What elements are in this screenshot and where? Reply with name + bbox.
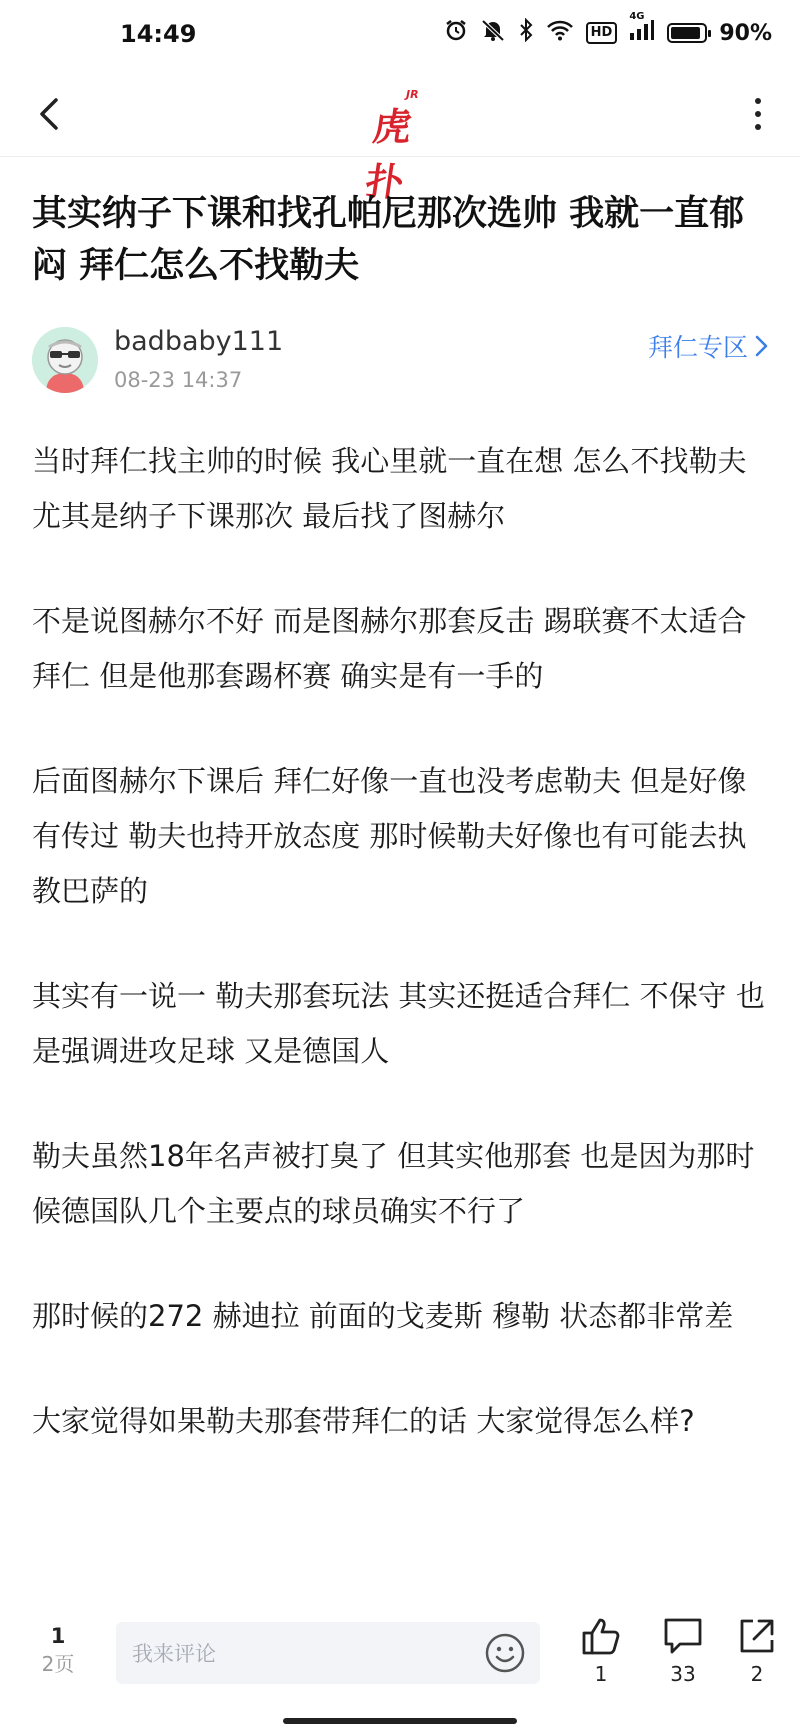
post-paragraph: 大家觉得如果勒夫那套带拜仁的话 大家觉得怎么样? bbox=[32, 1404, 695, 1438]
signal-icon bbox=[629, 11, 655, 47]
author-row bbox=[32, 324, 768, 396]
board-link-label: 拜仁专区 bbox=[647, 333, 748, 362]
thumbs-up-icon bbox=[580, 1616, 622, 1656]
post-body bbox=[32, 434, 772, 1499]
hd-icon: HD bbox=[586, 22, 618, 44]
home-indicator[interactable] bbox=[283, 1718, 517, 1724]
bottom-action-bar bbox=[0, 1608, 800, 1698]
hupu-logo bbox=[362, 88, 432, 204]
post-title: 其实纳子下课和找孔帕尼那次选帅 我就一直郁闷 拜仁怎么不找勒夫 bbox=[32, 194, 745, 286]
more-dot-icon bbox=[755, 124, 761, 130]
avatar-illustration-icon bbox=[32, 327, 98, 393]
logo-badge: JR bbox=[406, 88, 419, 101]
chevron-right-icon bbox=[754, 335, 768, 357]
post-paragraph: 后面图赫尔下课后 拜仁好像一直也没考虑勒夫 但是好像有传过 勒夫也持开放态度 那时候勒夫好像也有可能去执教巴萨的 bbox=[32, 764, 747, 908]
post-paragraph: 当时拜仁找主帅的时候 我心里就一直在想 怎么不找勒夫 尤其是纳子下课那次 最后找了图赫尔 bbox=[32, 444, 747, 533]
current-page: 1 bbox=[50, 1624, 66, 1648]
like-button[interactable] bbox=[566, 1616, 636, 1686]
bluetooth-icon bbox=[518, 18, 534, 48]
author-name[interactable]: badbaby111 bbox=[114, 326, 284, 357]
logo-text: 虎扑 bbox=[362, 104, 409, 204]
battery-fill bbox=[671, 27, 700, 39]
chevron-left-icon bbox=[36, 97, 60, 131]
post-paragraph: 其实有一说一 勒夫那套玩法 其实还挺适合拜仁 不保守 也是强调进攻足球 又是德国人 bbox=[32, 979, 765, 1068]
nav-bar bbox=[0, 72, 800, 204]
post-paragraph: 不是说图赫尔不好 而是图赫尔那套反击 踢联赛不太适合拜仁 但是他那套踢杯赛 确实是有一手的 bbox=[32, 604, 747, 693]
battery-percent: 90% bbox=[719, 20, 772, 46]
like-count: 1 bbox=[594, 1662, 608, 1686]
comment-input[interactable] bbox=[116, 1622, 540, 1684]
page-indicator[interactable] bbox=[26, 1622, 90, 1678]
emoji-icon[interactable] bbox=[484, 1632, 526, 1674]
post-paragraph: 那时候的272 赫迪拉 前面的戈麦斯 穆勒 状态都非常差 bbox=[32, 1299, 734, 1333]
post-paragraph: 勒夫虽然18年名声被打臭了 但其实他那套 也是因为那时候德国队几个主要点的球员确实不行了 bbox=[32, 1139, 755, 1228]
post-timestamp: 08-23 14:37 bbox=[114, 368, 243, 392]
battery-icon bbox=[667, 23, 707, 43]
comment-count: 33 bbox=[670, 1662, 696, 1686]
more-dot-icon bbox=[755, 98, 761, 104]
comments-button[interactable] bbox=[648, 1616, 718, 1686]
share-icon bbox=[737, 1616, 777, 1656]
status-time: 14:49 bbox=[120, 20, 197, 48]
board-link[interactable] bbox=[648, 328, 768, 364]
mute-icon bbox=[480, 18, 506, 48]
comment-bubble-icon bbox=[662, 1616, 704, 1656]
more-dot-icon bbox=[755, 111, 761, 117]
signal-label: 4G bbox=[629, 11, 645, 22]
status-bar bbox=[0, 0, 800, 72]
more-options-button[interactable] bbox=[730, 86, 786, 142]
back-button[interactable] bbox=[20, 86, 76, 142]
alarm-icon bbox=[444, 18, 468, 48]
total-pages: 2页 bbox=[41, 1652, 75, 1676]
avatar[interactable] bbox=[32, 327, 98, 393]
wifi-icon bbox=[546, 19, 574, 47]
status-icons bbox=[444, 11, 772, 48]
comment-placeholder: 我来评论 bbox=[132, 1642, 216, 1666]
share-button[interactable] bbox=[722, 1616, 792, 1686]
share-count: 2 bbox=[750, 1662, 764, 1686]
